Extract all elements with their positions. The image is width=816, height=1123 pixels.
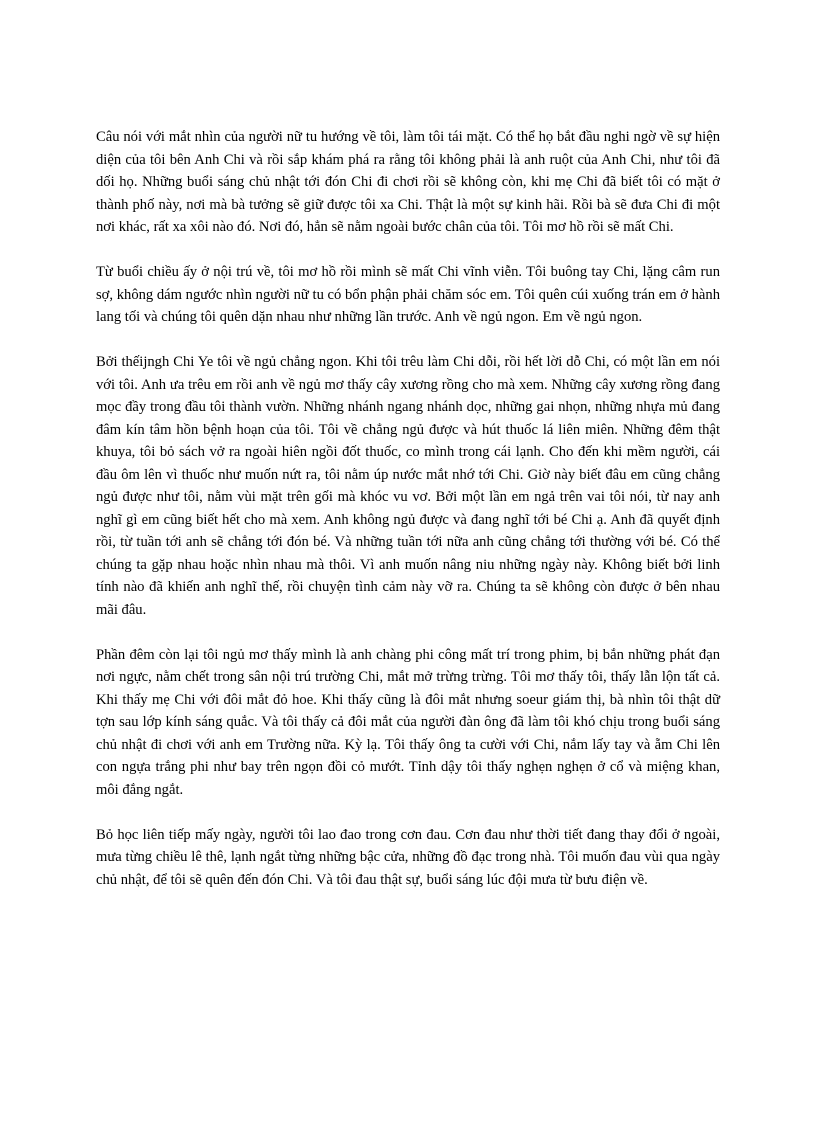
paragraph-4: Phần đêm còn lại tôi ngủ mơ thấy mình là anh chàng phi công mất trí trong phim, bị bắn những phát đạn nơi ngực, nằm chết trong sân nội trú trường Chi, mắt mở trừng trừng. Tôi mơ thấy tôi, thấy lẫn lộn tất cả. Khi thấy mẹ Chi với đôi mắt đỏ hoe. Khi thấy cũng là đôi mắt nhưng soeur giám thị, bà nhìn tôi thật dữ tợn sau lớp kính sáng quắc. Và tôi thấy cả đôi mắt của người đàn ông đã làm tôi khó chịu trong buổi sáng chủ nhật đi chơi với anh em Trường nữa. Kỳ lạ. Tôi thấy ông ta cười với Chi, nắm lấy tay và ẵm Chi lên con ngựa trắng phi như bay trên ngọn đồi cỏ mướt. Tỉnh dậy tôi thấy nghẹn nghẹn ở cổ và miệng khan, môi đắng ngắt. xyxy=(96,646,720,798)
paragraph-5: Bỏ học liên tiếp mấy ngày, người tôi lao đao trong cơn đau. Cơn đau như thời tiết đang thay đổi ở ngoài, mưa từng chiều lê thê, lạnh ngắt từng những bậc cửa, những đồ đạc trong nhà. Tôi muốn đau vùi qua ngày chủ nhật, để tôi sẽ quên đến đón Chi. Và tôi đau thật sự, buổi sáng lúc đội mưa từ bưu điện về. xyxy=(96,826,720,888)
paragraph-3: Bởi thếijngh Chi Ye tôi về ngủ chẳng ngon. Khi tôi trêu làm Chi dỗi, rồi hết lời dỗ Chi, có một lần em nói với tôi. Anh ưa trêu em rồi anh về ngủ mơ thấy cây xương rồng cho mà xem. Những cây xương rồng đang mọc đầy trong đầu tôi thành vườn. Những nhánh ngang nhánh dọc, những gai nhọn, những nhựa mủ đang đâm kín tâm hồn bệnh hoạn của tôi. Tôi về chẳng ngủ được và hút thuốc lá liên miên. Những đêm thật khuya, tôi bỏ sách vở ra ngoài hiên ngồi đốt thuốc, co mình trong cái lạnh. Cho đến khi mềm người, cái đầu ôm lên vì thuốc như muốn nứt ra, tôi nằm úp nước mắt nhớ tới Chi. Giờ này biết đâu em cũng chẳng ngủ được như tôi, nằm vùi mặt trên gối mà khóc vu vơ. Bởi một lần em ngả trên vai tôi nói, từ nay anh nghĩ gì em cũng biết hết cho mà xem. Anh không ngủ được và đang nghĩ tới bé Chi ạ. Anh đã quyết định rồi, từ tuần tới anh sẽ chẳng tới đón bé. Và những tuần tới nữa anh cũng chẳng tới thường với bé. Có thể chúng ta gặp nhau hoặc nhìn nhau mà thôi. Vì anh muốn nâng niu những ngày này. Không biết bởi linh tính nào đã khiến anh nghĩ thế, rồi chuyện tình cảm này vỡ ra. Chúng ta sẽ không còn được ở bên nhau mãi đâu. xyxy=(96,354,720,618)
document-body xyxy=(96,126,720,914)
paragraph-1: Câu nói với mắt nhìn của người nữ tu hướng về tôi, làm tôi tái mặt. Có thể họ bắt đầu nghi ngờ về sự hiện diện của tôi bên Anh Chi và rồi sắp khám phá ra rằng tôi không phải là anh ruột của Anh Chi, như tôi đã dối họ. Những buổi sáng chủ nhật tới đón Chi đi chơi rồi sẽ không còn, khi mẹ Chi đã biết tôi có mặt ở thành phố này, nơi mà bà tưởng sẽ giữ được tôi xa Chi. Thật là một sự kinh hãi. Rồi bà sẽ đưa Chi đi một nơi khác, rất xa xôi nào đó. Nơi đó, hẳn sẽ nằm ngoài bước chân của tôi. Tôi mơ hồ rồi sẽ mất Chi. xyxy=(96,129,720,235)
paragraph-2: Từ buổi chiều ấy ở nội trú về, tôi mơ hồ rồi mình sẽ mất Chi vĩnh viễn. Tôi buông tay Chi, lặng câm run sợ, không dám ngước nhìn người nữ tu có bổn phận phải chăm sóc em. Tôi quên cúi xuống trán em ở hành lang tối và chúng tôi quên dặn nhau như những lần trước. Anh về ngủ ngon. Em về ngủ ngon. xyxy=(96,264,720,325)
